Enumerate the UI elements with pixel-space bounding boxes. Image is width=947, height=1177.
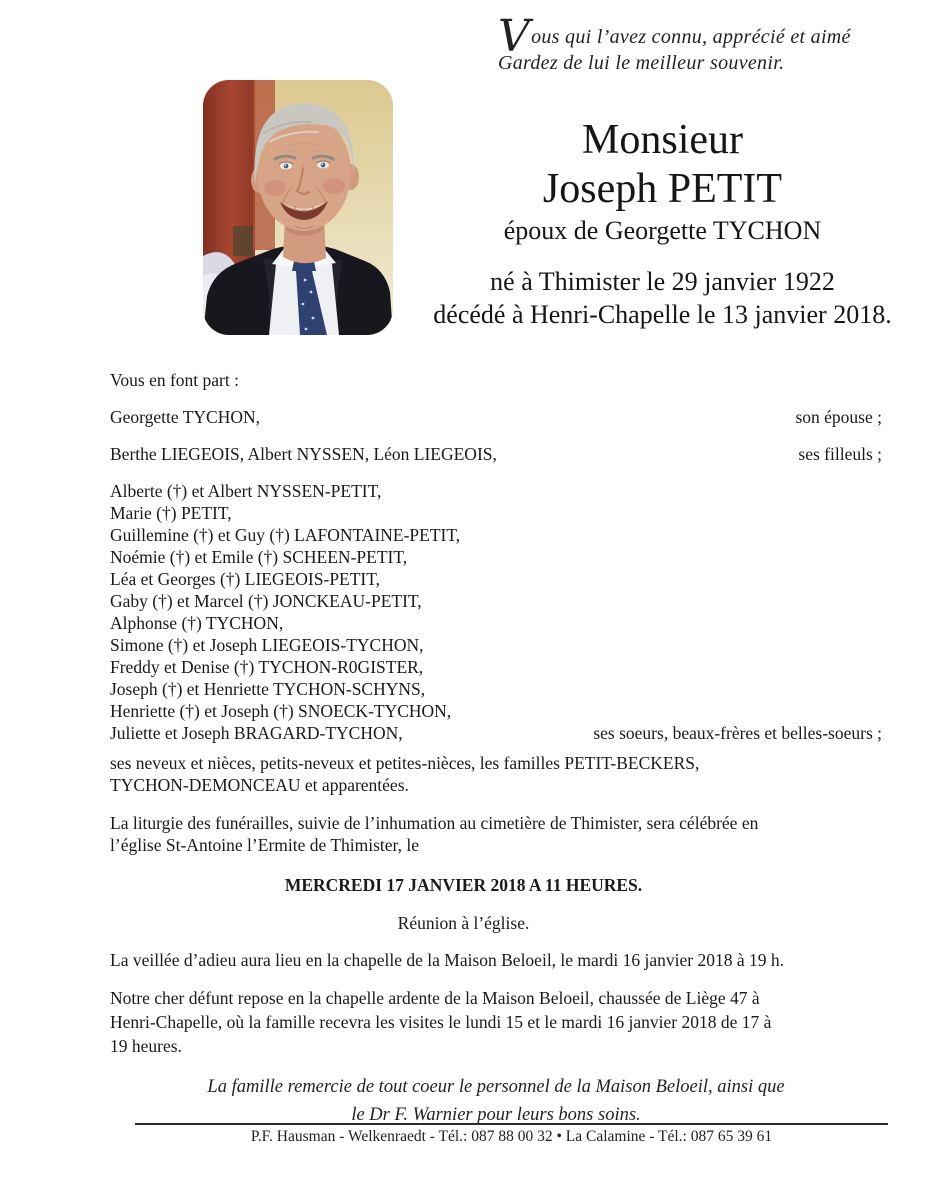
mourner-relation: son épouse ; (795, 407, 882, 427)
relatives-line: TYCHON-DEMONCEAU et apparentées. (110, 775, 409, 795)
epitaph-line-1 (498, 11, 851, 62)
visits-line: 19 heures. (110, 1036, 182, 1056)
visits-line: Notre cher défunt repose en la chapelle ardente de la Maison Beloeil, chaussée de Liège 47 à (110, 988, 760, 1008)
family-line: Marie (†) PETIT, (110, 503, 232, 523)
portrait-photo (203, 80, 393, 335)
liturgy-line: l’église St-Antoine l’Ermite de Thimister, le (110, 835, 420, 855)
family-line: Alberte (†) et Albert NYSSEN-PETIT, (110, 481, 382, 501)
relatives-line: ses neveux et nièces, petits-neveux et petites-nièces, les familles PETIT-BECKERS, (110, 753, 700, 773)
mourner-relation: ses filleuls ; (798, 444, 882, 464)
header-title: Monsieur (582, 117, 743, 163)
thanks-paragraph (110, 1073, 882, 1129)
family-list (110, 480, 882, 744)
mourner-names: Berthe LIEGEOIS, Albert NYSSEN, Léon LIEGEOIS, (110, 444, 497, 464)
family-line: Léa et Georges (†) LIEGEOIS-PETIT, (110, 569, 381, 589)
visits-line: Henri-Chapelle, où la famille recevra les visites le lundi 15 et le mardi 16 janvier 2018 de 17 à (110, 1012, 772, 1032)
epitaph (498, 11, 851, 76)
footer-divider (135, 1123, 888, 1125)
announcement-body (110, 370, 882, 1129)
family-line: Gaby (†) et Marcel (†) JONCKEAU-PETIT, (110, 591, 422, 611)
thanks-line: le Dr F. Warnier pour leurs bons soins. (351, 1105, 641, 1125)
family-relation: ses soeurs, beaux-frères et belles-soeurs ; (593, 723, 882, 743)
footer-contact: P.F. Hausman - Welkenraedt - Tél.: 087 88 00 32 • La Calamine - Tél.: 087 65 39 61 (250, 1128, 773, 1145)
portrait-illustration (203, 80, 393, 335)
birth-line: né à Thimister le 29 janvier 1922 (490, 267, 835, 297)
vigil-paragraph: La veillée d’adieu aura lieu en la chapelle de la Maison Beloeil, le mardi 16 janvier 2018 à 19 h. (110, 950, 784, 970)
thanks-line: La famille remercie de tout coeur le personnel de la Maison Beloeil, ainsi que (207, 1077, 785, 1097)
ceremony-date: MERCREDI 17 JANVIER 2018 A 11 HEURES. (284, 875, 643, 895)
liturgy-line: La liturgie des funérailles, suivie de l’inhumation au cimetière de Thimister, sera célébrée en (110, 813, 759, 833)
family-line: Freddy et Denise (†) TYCHON-R0GISTER, (110, 657, 424, 677)
mourner-names: Georgette TYCHON, (110, 407, 261, 427)
epitaph-line-2: Gardez de lui le meilleur souvenir. (498, 52, 785, 74)
ceremony-center-block (110, 875, 817, 934)
family-row-sisters (110, 722, 882, 744)
family-line: Noémie (†) et Emile (†) SCHEEN-PETIT, (110, 547, 408, 567)
family-line: Alphonse (†) TYCHON, (110, 613, 284, 633)
family-line: Joseph (†) et Henriette TYCHON-SCHYNS, (110, 679, 426, 699)
family-names: Juliette et Joseph BRAGARD-TYCHON, (110, 723, 403, 743)
funeral-home-footer (135, 1123, 888, 1146)
family-line: Henriette (†) et Joseph (†) SNOECK-TYCHON, (110, 701, 452, 721)
death-line: décédé à Henri-Chapelle le 13 janvier 2018. (433, 299, 892, 329)
family-line: Guillemine (†) et Guy (†) LAFONTAINE-PETIT, (110, 525, 461, 545)
visits-paragraph (110, 986, 882, 1058)
meeting-line: Réunion à l’église. (397, 913, 530, 933)
relatives-paragraph (110, 752, 882, 796)
spouse-line: époux de Georgette TYCHON (503, 215, 822, 245)
mourner-row-godchildren (110, 444, 882, 465)
deceased-header (425, 116, 900, 331)
epitaph-line-1-text: ous qui l’avez connu, apprécié et aimé (531, 26, 851, 48)
mourner-row-spouse (110, 407, 882, 428)
intro-line: Vous en font part : (110, 370, 239, 390)
deceased-name: Joseph PETIT (542, 165, 783, 212)
top-section (0, 0, 947, 363)
family-line: Simone (†) et Joseph LIEGEOIS-TYCHON, (110, 635, 424, 655)
epitaph-drop-cap: V (498, 11, 531, 62)
liturgy-paragraph (110, 812, 882, 856)
